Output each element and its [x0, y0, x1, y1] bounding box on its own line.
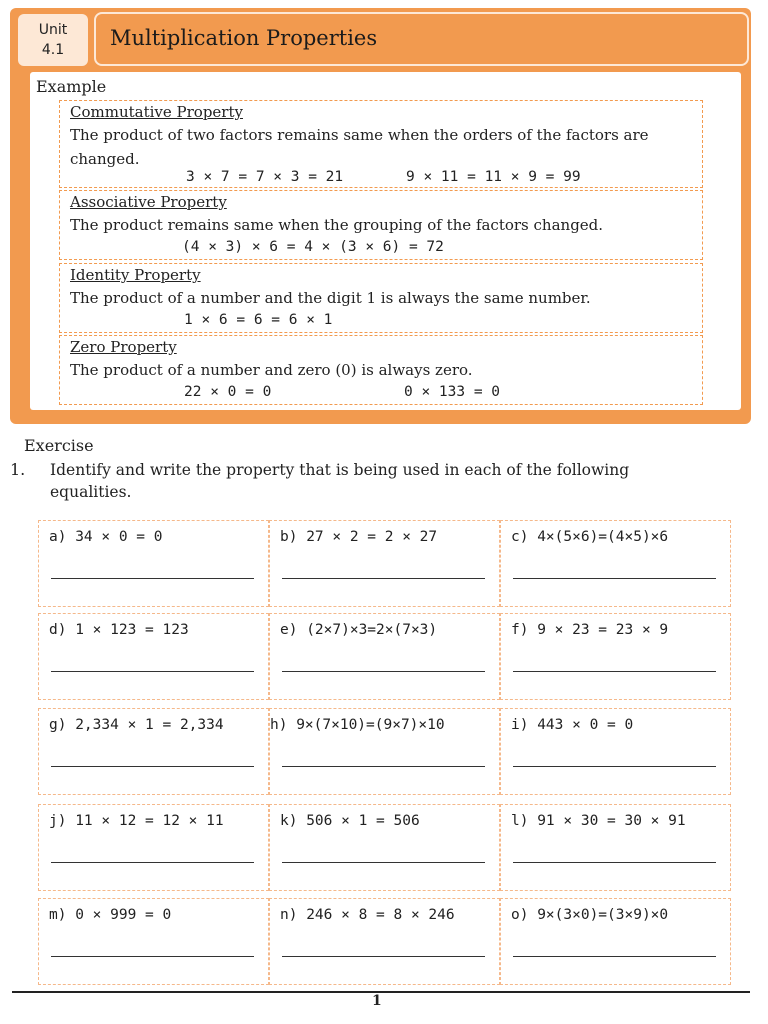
- exercise-equation: k) 506 × 1 = 506: [280, 813, 420, 829]
- property-equation: (4 × 3) × 6 = 4 × (3 × 6) = 72: [182, 239, 444, 255]
- exercise-item-j: [38, 804, 269, 891]
- exercise-item-k: [269, 804, 500, 891]
- answer-line[interactable]: [51, 862, 254, 863]
- example-panel: [30, 72, 741, 410]
- exercise-item-n: [269, 898, 500, 985]
- example-label: Example: [36, 77, 107, 96]
- property-description: The product remains same when the grouping of the factors changed.: [70, 216, 604, 234]
- property-description: The product of two factors remains same when the orders of the factors are changed.: [70, 126, 649, 168]
- exercise-item-h: [269, 708, 500, 795]
- exercise-item-a: [38, 520, 269, 607]
- question-text: Identify and write the property that is being used in each of the following equalities.: [50, 461, 630, 501]
- exercise-equation: g) 2,334 × 1 = 2,334: [49, 717, 224, 733]
- exercise-item-o: [500, 898, 731, 985]
- property-title: Zero Property: [70, 338, 177, 356]
- exercise-equation: j) 11 × 12 = 12 × 11: [49, 813, 224, 829]
- exercise-item-f: [500, 613, 731, 700]
- answer-line[interactable]: [282, 578, 485, 579]
- exercise-item-g: [38, 708, 269, 795]
- exercise-equation: n) 246 × 8 = 8 × 246: [280, 907, 455, 923]
- answer-line[interactable]: [513, 578, 716, 579]
- exercise-equation: m) 0 × 999 = 0: [49, 907, 172, 923]
- answer-line[interactable]: [51, 766, 254, 767]
- answer-line[interactable]: [513, 956, 716, 957]
- answer-line[interactable]: [282, 862, 485, 863]
- title-bar: [94, 12, 749, 66]
- exercise-equation: a) 34 × 0 = 0: [49, 529, 163, 545]
- answer-line[interactable]: [513, 671, 716, 672]
- answer-line[interactable]: [51, 671, 254, 672]
- exercise-item-m: [38, 898, 269, 985]
- property-title: Identity Property: [70, 266, 201, 284]
- answer-line[interactable]: [282, 671, 485, 672]
- exercise-equation: h) 9×(7×10)=(9×7)×10: [270, 717, 445, 733]
- exercise-equation: l) 91 × 30 = 30 × 91: [511, 813, 686, 829]
- answer-line[interactable]: [282, 956, 485, 957]
- property-equation: 22 × 0 = 0: [184, 384, 272, 400]
- exercise-equation: d) 1 × 123 = 123: [49, 622, 189, 638]
- identity-property-box: [59, 263, 703, 333]
- property-description: The product of a number and the digit 1 is always the same number.: [70, 289, 591, 307]
- answer-line[interactable]: [51, 578, 254, 579]
- property-title: Associative Property: [70, 193, 227, 211]
- exercise-item-d: [38, 613, 269, 700]
- property-equation: 3 × 7 = 7 × 3 = 21: [186, 169, 344, 185]
- answer-line[interactable]: [282, 766, 485, 767]
- answer-line[interactable]: [513, 862, 716, 863]
- property-equation: 1 × 6 = 6 = 6 × 1: [184, 312, 333, 328]
- exercise-equation: b) 27 × 2 = 2 × 27: [280, 529, 438, 545]
- property-equation: 0 × 133 = 0: [404, 384, 501, 400]
- property-title: Commutative Property: [70, 103, 243, 121]
- unit-label: Unit: [38, 22, 68, 38]
- exercise-item-l: [500, 804, 731, 891]
- exercise-item-i: [500, 708, 731, 795]
- answer-line[interactable]: [513, 766, 716, 767]
- exercise-equation: e) (2×7)×3=2×(7×3): [280, 622, 438, 638]
- exercise-item-c: [500, 520, 731, 607]
- unit-badge: [18, 14, 88, 66]
- commutative-property-box: [59, 100, 703, 188]
- answer-line[interactable]: [51, 956, 254, 957]
- exercise-equation: f) 9 × 23 = 23 × 9: [511, 622, 669, 638]
- exercise-equation: i) 443 × 0 = 0: [511, 717, 634, 733]
- zero-property-box: [59, 335, 703, 405]
- property-description: The product of a number and zero (0) is always zero.: [70, 361, 473, 379]
- property-equation: 9 × 11 = 11 × 9 = 99: [406, 169, 581, 185]
- page-title: Multiplication Properties: [110, 26, 378, 50]
- exercise-equation: o) 9×(3×0)=(3×9)×0: [511, 907, 669, 923]
- question-number: 1.: [10, 460, 26, 479]
- page-number: 1: [372, 993, 382, 1009]
- exercise-item-b: [269, 520, 500, 607]
- exercise-item-e: [269, 613, 500, 700]
- exercise-equation: c) 4×(5×6)=(4×5)×6: [511, 529, 669, 545]
- associative-property-box: [59, 190, 703, 260]
- exercise-label: Exercise: [24, 436, 94, 455]
- unit-number: 4.1: [41, 42, 65, 58]
